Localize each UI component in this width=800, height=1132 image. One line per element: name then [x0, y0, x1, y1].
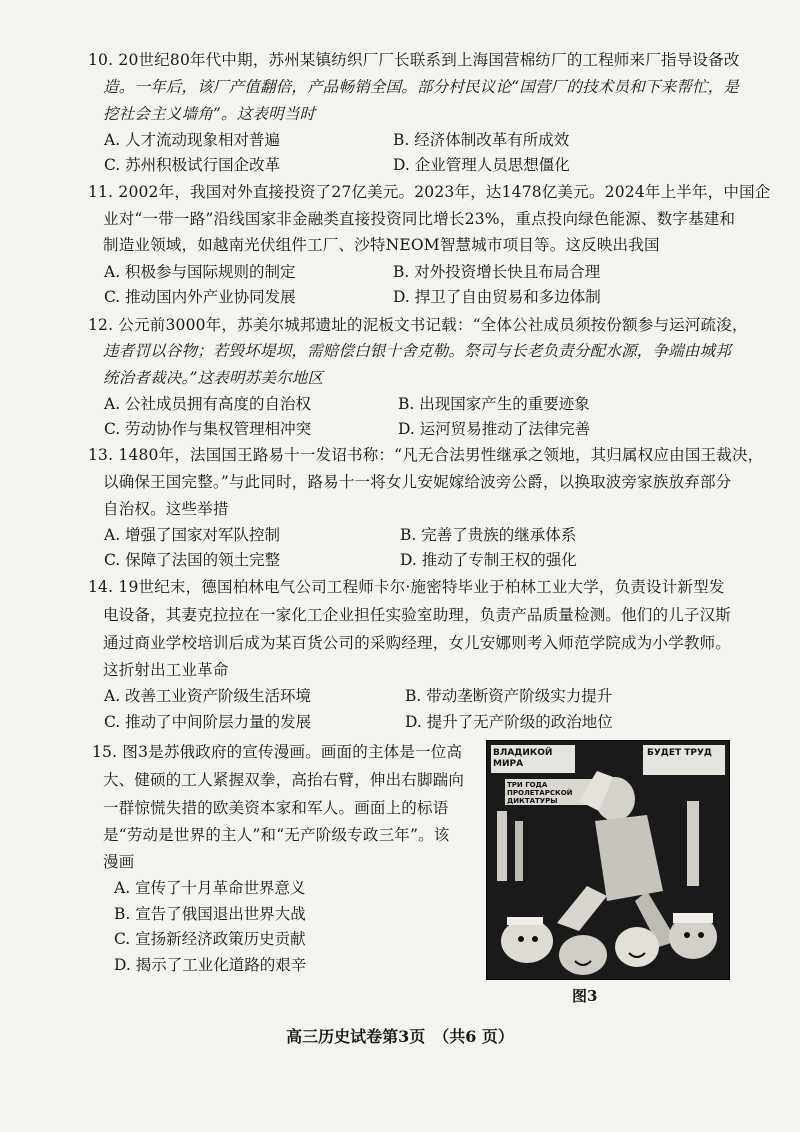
option-d: D. 捍卫了自由贸易和多边体制	[393, 288, 601, 306]
question-text-line: 10. 20世纪80年代中期，苏州某镇纺织厂厂长联系到上海国营棉纺厂的工程师来厂指导设备改	[88, 51, 740, 69]
question-text-line: 11. 2002年，我国对外直接投资了27亿美元。2023年，达1478亿美元。2024年上半年，中国企	[88, 183, 771, 201]
poster-illustration	[487, 741, 729, 979]
option-a: A. 改善工业资产阶级生活环境	[104, 687, 312, 705]
option-a: A. 增强了国家对军队控制	[104, 526, 281, 544]
question-text-line: 15. 图3是苏俄政府的宣传漫画。画面的主体是一位高	[92, 743, 463, 761]
question-text-line: 制造业领域，如越南光伏组件工厂、沙特NEOM智慧城市项目等。这反映出我国	[103, 236, 660, 254]
option-d: D. 揭示了工业化道路的艰辛	[114, 956, 307, 974]
option-a: A. 积极参与国际规则的制定	[104, 263, 296, 281]
question-text-line: 12. 公元前3000年，苏美尔城邦遗址的泥板文书记载：“全体公社成员须按份额参与运河疏浚，	[88, 316, 748, 334]
option-b: B. 出现国家产生的重要迹象	[398, 395, 590, 413]
option-a: A. 人才流动现象相对普遍	[104, 131, 281, 149]
question-text-line: 造。一年后，该厂产值翻倍，产品畅销全国。部分村民议论“国营厂的技术员和下来帮忙，是	[103, 78, 740, 96]
question-text-line: 一群惊慌失措的欧美资本家和军人。画面上的标语	[103, 799, 449, 817]
option-a: A. 宣传了十月革命世界意义	[114, 879, 306, 897]
question-text-line: 大、健硕的工人紧握双拳，高抬右臂，伸出右脚踹向	[103, 771, 465, 789]
question-text-line: 通过商业学校培训后成为某百货公司的采购经理，女儿安娜则考入师范学院成为小学教师。	[103, 634, 732, 652]
option-c: C. 保障了法国的领土完整	[104, 551, 281, 569]
question-text-line: 14. 19世纪末，德国柏林电气公司工程师卡尔·施密特毕业于柏林工业大学，负责设计新型发	[88, 578, 725, 596]
option-b: B. 宣告了俄国退出世界大战	[114, 905, 306, 923]
option-d: D. 推动了专制王权的强化	[400, 551, 577, 569]
question-text-line: 是“劳动是世界的主人”和“无产阶级专政三年”。该	[103, 826, 450, 844]
question-text-line: 业对“一带一路”沿线国家非金融类直接投资同比增长23%，重点投向绿色能源、数字基建和	[103, 210, 736, 228]
option-d: D. 运河贸易推动了法律完善	[398, 420, 591, 438]
option-c: C. 劳动协作与集权管理相冲突	[104, 420, 312, 438]
option-c: C. 推动国内外产业协同发展	[104, 288, 296, 306]
question-text-line: 统治者裁决。”这表明苏美尔地区	[103, 369, 324, 387]
poster-slogan-right: БУДЕТ ТРУД	[647, 748, 712, 758]
page-footer: 高三历史试卷第3页 （共6 页）	[286, 1027, 514, 1046]
option-c: C. 苏州积极试行国企改革	[104, 156, 281, 174]
option-d: D. 提升了无产阶级的政治地位	[405, 713, 613, 731]
question-text-line: 以确保王国完整。”与此同时，路易十一将女儿安妮嫁给波旁公爵，以换取波旁家族放弃部分	[103, 473, 732, 491]
option-c: C. 宣扬新经济政策历史贡献	[114, 930, 306, 948]
question-text-line: 这折射出工业革命	[103, 661, 229, 679]
question-text-line: 挖社会主义墙角”。这表明当时	[103, 105, 316, 123]
poster-slogan-left: ВЛАДИКОЙ МИРА	[493, 748, 553, 769]
question-text-line: 电设备，其妻克拉拉在一家化工企业担任实验室助理，负责产品质量检测。他们的儿子汉斯	[103, 606, 732, 624]
option-b: B. 带动垄断资产阶级实力提升	[405, 687, 613, 705]
figure-caption: 图3	[572, 987, 598, 1005]
question-text-line: 违者罚以谷物；若毁坏堤坝，需赔偿白银十舍克勒。祭司与长老负责分配水源，争端由城邦	[103, 342, 732, 360]
option-c: C. 推动了中间阶层力量的发展	[104, 713, 312, 731]
option-d: D. 企业管理人员思想僵化	[393, 156, 570, 174]
poster-banner: ТРИ ГОДА ПРОЛЕТАРСКОЙ ДИКТАТУРЫ	[507, 781, 573, 805]
question-text-line: 13. 1480年，法国国王路易十一发诏书称：“凡无合法男性继承之领地，其归属权应由国王裁决，	[88, 446, 764, 464]
option-a: A. 公社成员拥有高度的自治权	[104, 395, 312, 413]
option-b: B. 经济体制改革有所成效	[393, 131, 570, 149]
option-b: B. 完善了贵族的继承体系	[400, 526, 577, 544]
propaganda-poster-image	[486, 740, 730, 980]
question-text-line: 漫画	[103, 853, 135, 871]
question-text-line: 自治权。这些举措	[103, 500, 229, 518]
option-b: B. 对外投资增长快且布局合理	[393, 263, 601, 281]
